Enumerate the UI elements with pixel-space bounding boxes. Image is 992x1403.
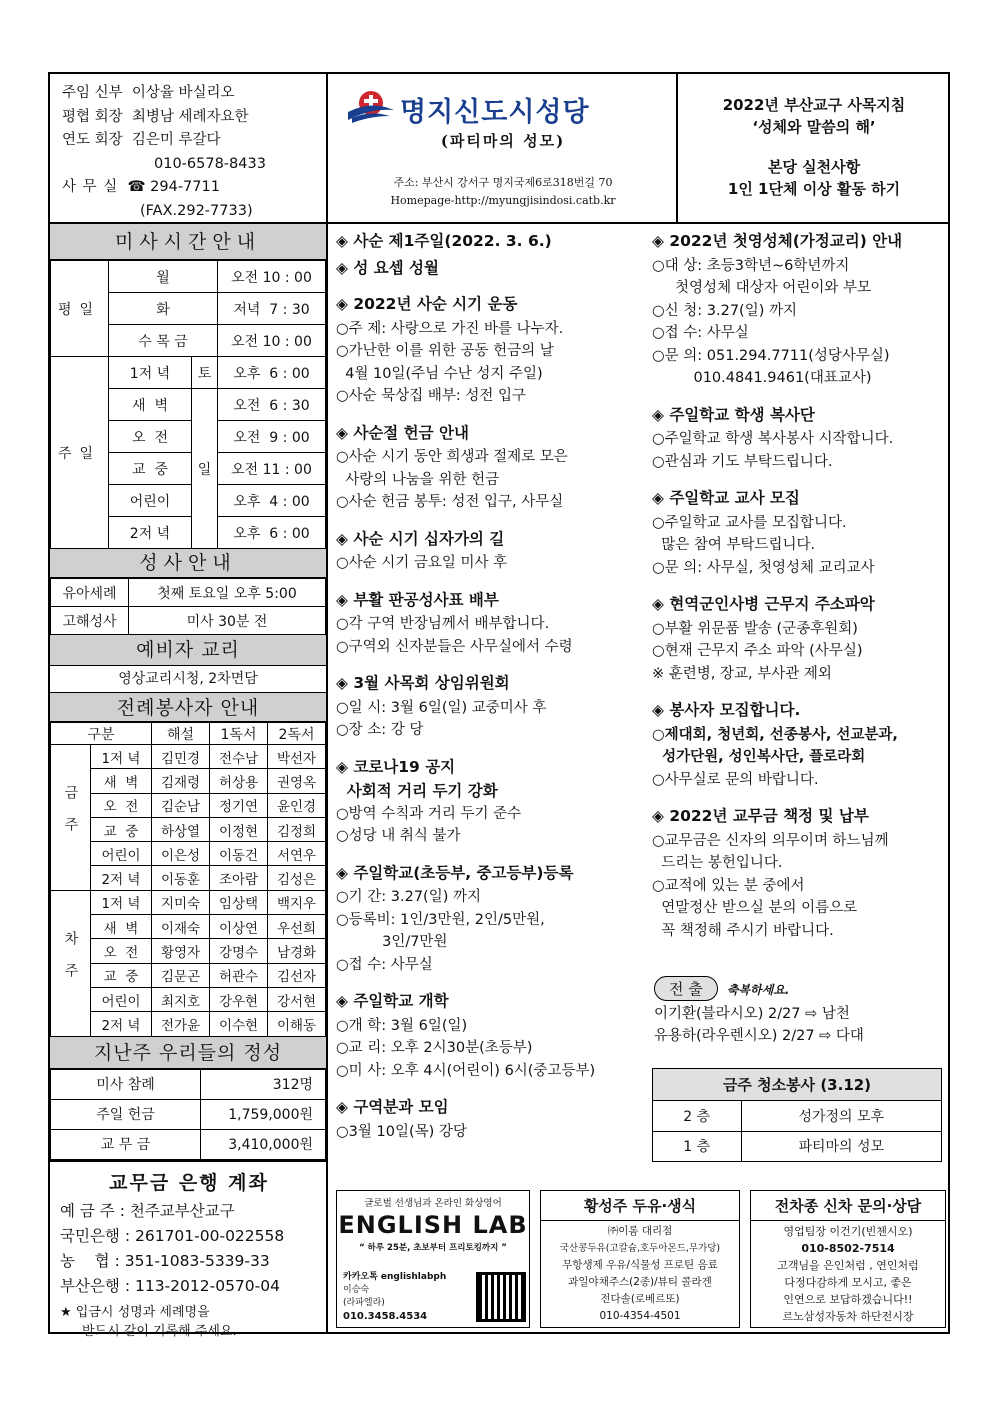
- notice-item: ○장 소: 강 당: [336, 722, 424, 738]
- soymilk-ad: 황성주 두유·생식 ㈜이롬 대리점 국산콩두유(고칼슘,호두아몬드,무가당) 무항생제 우유/식물성 프로틴 음료 과일야채주스(2종)/뷰티 콜라겐 전다솔(로베르또) 010-4354-4501: [540, 1190, 740, 1328]
- mass-name: 1저 녁: [91, 745, 152, 769]
- bank-row: 농 협 : 351-1083-5339-33: [60, 1251, 270, 1270]
- table-row: [51, 890, 326, 914]
- notice-item: ○개 학: 3월 6일(일): [336, 1017, 468, 1034]
- notice-heading: ◈ 사순 시기 십자가의 길: [336, 529, 505, 548]
- notice-item: ○미 사: 오후 4시(어린이) 6시(중고등부): [336, 1062, 596, 1079]
- practice-line: 1인 1단체 이상 활동 하기: [727, 180, 901, 198]
- mass-name: 새 벽: [91, 769, 152, 793]
- cleaning-box: [652, 1068, 942, 1162]
- notice-heading: ◈ 구역분과 모임: [336, 1098, 449, 1116]
- notice-heading: ◈ 3월 사목회 상임위원회: [336, 674, 510, 692]
- server-name: 강명수: [210, 939, 268, 963]
- mass-name: 오 전: [91, 793, 152, 817]
- table-row: 교 중 오전 11 : 00: [51, 453, 326, 485]
- table-row: 화 저녁 7 : 30: [51, 293, 326, 325]
- address: 주소: 부산시 강서구 명지국제6로318번길 70: [393, 176, 613, 189]
- header-motto: [678, 74, 950, 222]
- catechumen-text: 영상교리시청, 2차면담: [118, 671, 258, 687]
- notice-item: 드리는 봉헌입니다.: [652, 855, 783, 871]
- notice-item: ○가난한 이를 위한 공동 헌금의 날: [336, 343, 554, 359]
- notice-item: ○주 제: 사랑으로 가진 바를 나누자.: [336, 320, 564, 337]
- server-name: 이재숙: [152, 915, 210, 939]
- cleaning-title: 금주 청소봉사 (3.12): [653, 1069, 941, 1101]
- notice-item: ○성당 내 취식 불가: [336, 828, 461, 844]
- car-lines: 영업팀장 이건기(빈첸시오) 010-8502-7514 고객님을 은인처럼 , 연인처럼 다정다감하게 모시고, 좋은 인연으로 보답하겠습니다!! 르노삼성자동차 하단전시장: [777, 1225, 919, 1323]
- server-name: 이은성: [152, 842, 210, 866]
- server-name: 이수현: [210, 1012, 268, 1036]
- server-name: 이해동: [268, 1012, 326, 1036]
- notice-item: ○일 시: 3월 6일(일) 교중미사 후: [336, 699, 547, 716]
- notice-heading: ◈ 성 요셉 성월: [336, 258, 439, 277]
- table-row: 고해성사 미사 30분 전: [51, 607, 326, 635]
- table-row: 주일 1저 녁 토 오후 6 : 00: [51, 357, 326, 389]
- notice-item: 첫영성체 대상자 어린이와 부모: [652, 280, 871, 296]
- notice-heading: ◈ 부활 판공성사표 배부: [336, 590, 499, 609]
- mass-name: 1저 녁: [91, 890, 152, 914]
- notice-item: ○주일학교 교사를 모집합니다.: [652, 514, 847, 531]
- bank-row: 예 금 주 : 천주교부산교구: [60, 1201, 235, 1220]
- notice-item: ○각 구역 반장님께서 배부합니다.: [336, 616, 550, 632]
- offering-table: [50, 1069, 326, 1160]
- notice-item: 사회적 거리 두기 강화: [336, 782, 498, 800]
- notice-item: ○신 청: 3.27(일) 까지: [652, 302, 797, 319]
- bank-section: [50, 1160, 326, 1339]
- notice-heading: ◈ 주일학교(초등부, 중고등부)등록: [336, 863, 574, 882]
- table-row: [51, 866, 326, 890]
- table-row: 유아세례 첫째 토요일 오후 5:00: [51, 579, 326, 607]
- server-name: 이동건: [210, 842, 268, 866]
- server-name: 강서현: [268, 987, 326, 1011]
- transfer-row: 이기환(블라시오) 2/27 ⇨ 남천: [654, 1006, 850, 1022]
- server-name: 조아람: [210, 866, 268, 890]
- notice-item: ○관심과 기도 부탁드립니다.: [652, 453, 833, 470]
- servers-title: 전례봉사자 안내: [50, 692, 326, 722]
- table-row: [51, 745, 326, 769]
- table-row: 수 목 금 오전 10 : 00: [51, 325, 326, 357]
- server-name: 남경화: [268, 939, 326, 963]
- server-name: 정기연: [210, 793, 268, 817]
- server-name: 이정현: [210, 817, 268, 841]
- server-name: 권영옥: [268, 769, 326, 793]
- notice-item: 4월 10일(주님 수난 성지 주일): [336, 365, 543, 382]
- notice-item: ○대 상: 초등3학년~6학년까지: [652, 257, 850, 274]
- server-name: 우선희: [268, 915, 326, 939]
- mass-name: 어린이: [91, 987, 152, 1011]
- notice-item: ○교 리: 오후 2시30분(초등부): [336, 1040, 533, 1056]
- notice-item: ○접 수: 사무실: [336, 956, 433, 973]
- notice-item: ○접 수: 사무실: [652, 325, 749, 341]
- notice-item: 3인/7만원: [336, 934, 448, 950]
- mass-name: 교 중: [91, 963, 152, 987]
- server-name: 윤인경: [268, 793, 326, 817]
- server-name: 김순남: [152, 793, 210, 817]
- staff-row: 주임 신부 이상율 바실리오: [62, 85, 235, 101]
- table-row: 구분 해설 1독서 2독서: [51, 723, 326, 745]
- server-name: 김문곤: [152, 963, 210, 987]
- table-row: 2 층 성가정의 모후: [653, 1101, 941, 1131]
- church-name: 명지신도시성당: [400, 97, 590, 128]
- header-title: [328, 74, 678, 222]
- table-row: 어린이 오후 4 : 00: [51, 485, 326, 517]
- server-name: 박선자: [268, 745, 326, 769]
- transfer-label: 전 출: [654, 976, 718, 1001]
- mass-name: 2저 녁: [91, 1012, 152, 1036]
- sacrament-table: [50, 578, 326, 635]
- notice-item: ○사순 헌금 봉투: 성전 입구, 사무실: [336, 494, 564, 510]
- soymilk-lines: ㈜이롬 대리점 국산콩두유(고칼슘,호두아몬드,무가당) 무항생제 우유/식물성 프로틴 음료 과일야채주스(2종)/뷰티 콜라겐 전다솔(로베르또) 010-4354-4501: [559, 1225, 721, 1322]
- notice-item: ○제대회, 청년회, 선종봉사, 선교분과,: [652, 726, 898, 743]
- table-row: 1 층 파티마의 성모: [653, 1131, 941, 1161]
- notice-item: ○3월 10일(목) 강당: [336, 1123, 467, 1140]
- notice-heading: ◈ 코로나19 공지: [336, 757, 456, 776]
- notice-item: 010.4841.9461(대표교사): [652, 370, 872, 386]
- right-column: [652, 230, 950, 942]
- server-name: 최지호: [152, 987, 210, 1011]
- notice-item: ○문 의: 사무실, 첫영성체 교리교사: [652, 559, 875, 576]
- mass-title: 미사시간안내: [50, 224, 326, 260]
- notice-item: 많은 참여 부탁드립니다.: [652, 537, 816, 553]
- servers-table: [50, 722, 326, 1037]
- bank-note: 반드시 같이 기록해 주세요.: [82, 1323, 237, 1339]
- notice-item: ○사순 시기 금요일 미사 후: [336, 555, 508, 571]
- notice-item: ※ 훈련병, 장교, 부사관 제외: [652, 665, 832, 682]
- notice-heading: ◈ 2022년 교무금 책정 및 납부: [652, 807, 869, 825]
- table-row: 주일 헌금 1,759,000원: [51, 1099, 326, 1129]
- server-name: 서연우: [268, 842, 326, 866]
- bank-note: ★ 입금시 성명과 세례명을: [60, 1304, 210, 1320]
- english-lab-ad: 글로벌 선생님과 온라인 화상영어 ENGLISH LAB “ 하루 25분, 초보부터 프리토킹까지 ” 카카오톡 englishlabph 이승숙 (라파엘라) 010.3458.4534: [336, 1190, 530, 1328]
- server-name: 허상용: [210, 769, 268, 793]
- table-row: 새 벽 일 오전 6 : 30: [51, 389, 326, 421]
- left-column: [50, 224, 328, 1339]
- notice-heading: ◈ 주일학교 학생 복사단: [652, 405, 815, 424]
- server-name: 김민경: [152, 745, 210, 769]
- server-group-label: 금주: [51, 745, 91, 891]
- notice-heading: ◈ 2022년 첫영성체(가정교리) 안내: [652, 232, 903, 250]
- table-row: [51, 769, 326, 793]
- notice-heading: ◈ 주일학교 개학: [336, 992, 449, 1010]
- notice-item: ○부활 위문품 발송 (군종후원회): [652, 620, 858, 637]
- notice-heading: ◈ 주일학교 교사 모집: [652, 489, 800, 507]
- table-row: 교 무 금 3,410,000원: [51, 1129, 326, 1159]
- table-row: [51, 817, 326, 841]
- practice-line: 본당 실천사항: [767, 158, 861, 176]
- catechumen-title: 예비자 교리: [50, 635, 326, 666]
- motto-line: ‘성체와 말씀의 해’: [752, 118, 876, 136]
- office-fax: (FAX.292-7733): [140, 202, 253, 219]
- table-row: [51, 1012, 326, 1036]
- table-row: [51, 793, 326, 817]
- mass-name: 2저 녁: [91, 866, 152, 890]
- table-row: 오 전 오전 9 : 00: [51, 421, 326, 453]
- bank-title: 교무금 은행 계좌: [109, 1171, 269, 1194]
- table-row: [51, 842, 326, 866]
- server-group-label: 차주: [51, 890, 91, 1036]
- notice-item: ○구역외 신자분들은 사무실에서 수령: [336, 638, 573, 655]
- notice-heading: ◈ 봉사자 모집합니다.: [652, 701, 801, 719]
- server-name: 하상열: [152, 817, 210, 841]
- table-row: [51, 987, 326, 1011]
- english-lab-brand: ENGLISH LAB: [338, 1211, 528, 1239]
- mass-table: [50, 260, 326, 549]
- blessing-text: 축복하세요.: [726, 983, 790, 997]
- staff-row: 평협 회장 최병남 세례자요한: [62, 108, 249, 125]
- notice-item: ○사순 묵상집 배부: 성전 입구: [336, 388, 527, 404]
- notice-heading: ◈ 사순 제1주일(2022. 3. 6.): [336, 232, 552, 250]
- server-name: 임상택: [210, 890, 268, 914]
- motto-line: 2022년 부산교구 사목지침: [722, 96, 906, 114]
- server-name: 이상연: [210, 915, 268, 939]
- mass-name: 오 전: [91, 939, 152, 963]
- notice-item: ○사순 시기 동안 희생과 절제로 모은: [336, 449, 568, 465]
- english-lab-contact: 카카오톡 englishlabph 이승숙 (라파엘라) 010.3458.4534: [343, 1272, 447, 1322]
- mobile-phone: 010-6578-8433: [154, 155, 266, 172]
- staff-row: 연도 회장 김은미 루갈다: [62, 132, 221, 148]
- cleaning-table: [653, 1101, 941, 1161]
- notice-item: ○사무실로 문의 바랍니다.: [652, 771, 819, 788]
- notice-item: ○교적에 있는 분 중에서: [652, 877, 805, 894]
- table-row: [51, 915, 326, 939]
- notice-item: 연말정산 받으실 분의 이름으로: [652, 900, 858, 916]
- homepage-link[interactable]: Homepage-http://myungjisindosi.catb.kr: [390, 194, 616, 207]
- server-name: 김재령: [152, 769, 210, 793]
- notice-item: ○등록비: 1인/3만원, 2인/5만원,: [336, 911, 545, 928]
- bulletin-frame: [48, 72, 950, 1339]
- weekday-label: 평일: [51, 261, 109, 357]
- parish-subtitle: (파티마의 성모): [440, 132, 566, 150]
- server-name: 허관수: [210, 963, 268, 987]
- notice-item: ○기 간: 3.27(일) 까지: [336, 889, 481, 905]
- church-logo-icon: [346, 90, 396, 124]
- notice-item: 꼭 책정해 주시기 바랍니다.: [652, 922, 834, 939]
- notice-item: ○문 의: 051.294.7711(성당사무실): [652, 347, 890, 364]
- server-name: 김선자: [268, 963, 326, 987]
- qr-code-icon: [479, 1275, 523, 1319]
- sunday-label: 주일: [51, 357, 109, 549]
- notice-item: ○방역 수칙과 거리 두기 준수: [336, 805, 522, 822]
- server-name: 전가윤: [152, 1012, 210, 1036]
- middle-column: [336, 230, 636, 1143]
- bank-rows: [60, 1199, 318, 1299]
- server-name: 김성은: [268, 866, 326, 890]
- transfer-section: [654, 976, 950, 1047]
- office-row: 사 무 실 ☎ 294-7711: [62, 179, 220, 195]
- server-name: 김정희: [268, 817, 326, 841]
- bank-row: 부산은행 : 113-2012-0570-04: [60, 1276, 280, 1295]
- bank-row: 국민은행 : 261701-00-022558: [60, 1226, 285, 1245]
- server-name: 황영자: [152, 939, 210, 963]
- notice-item: ○교무금은 신자의 의무이며 하느님께: [652, 832, 889, 849]
- mass-name: 어린이: [91, 842, 152, 866]
- notice-item: 사랑의 나눔을 위한 헌금: [336, 471, 500, 488]
- mass-name: 새 벽: [91, 915, 152, 939]
- table-row: [51, 963, 326, 987]
- server-name: 이동훈: [152, 866, 210, 890]
- server-name: 전수남: [210, 745, 268, 769]
- notice-heading: ◈ 현역군인사병 근무지 주소파악: [652, 595, 875, 613]
- notice-heading: ◈ 2022년 사순 시기 운동: [336, 295, 518, 313]
- sacrament-title: 성사안내: [50, 549, 326, 578]
- header-staff: [50, 74, 328, 222]
- table-row: 미사 참례 312명: [51, 1069, 326, 1099]
- server-name: 백지우: [268, 890, 326, 914]
- table-row: 2저 녁 오후 6 : 00: [51, 517, 326, 549]
- table-row: [51, 939, 326, 963]
- notice-heading: ◈ 사순절 헌금 안내: [336, 423, 469, 442]
- notice-item: ○주일학교 학생 복사봉사 시작합니다.: [652, 431, 894, 447]
- server-name: 강우현: [210, 987, 268, 1011]
- car-dealer-ad: 전차종 신차 문의·상담 영업팀장 이건기(빈첸시오) 010-8502-7514 고객님을 은인처럼 , 연인처럼 다정다감하게 모시고, 좋은 인연으로 보답하겠습니다!! 르노삼성자동차 하단전시장: [750, 1190, 946, 1328]
- offering-title: 지난주 우리들의 정성: [50, 1037, 326, 1069]
- notice-item: 성가단원, 성인복사단, 플로라회: [652, 749, 866, 765]
- table-row: 평일 월 오전 10 : 00: [51, 261, 326, 293]
- transfer-row: 유용하(라우렌시오) 2/27 ⇨ 다대: [654, 1028, 864, 1044]
- server-name: 지미숙: [152, 890, 210, 914]
- notice-item: ○현재 근무지 주소 파악 (사무실): [652, 643, 863, 659]
- mass-name: 교 중: [91, 817, 152, 841]
